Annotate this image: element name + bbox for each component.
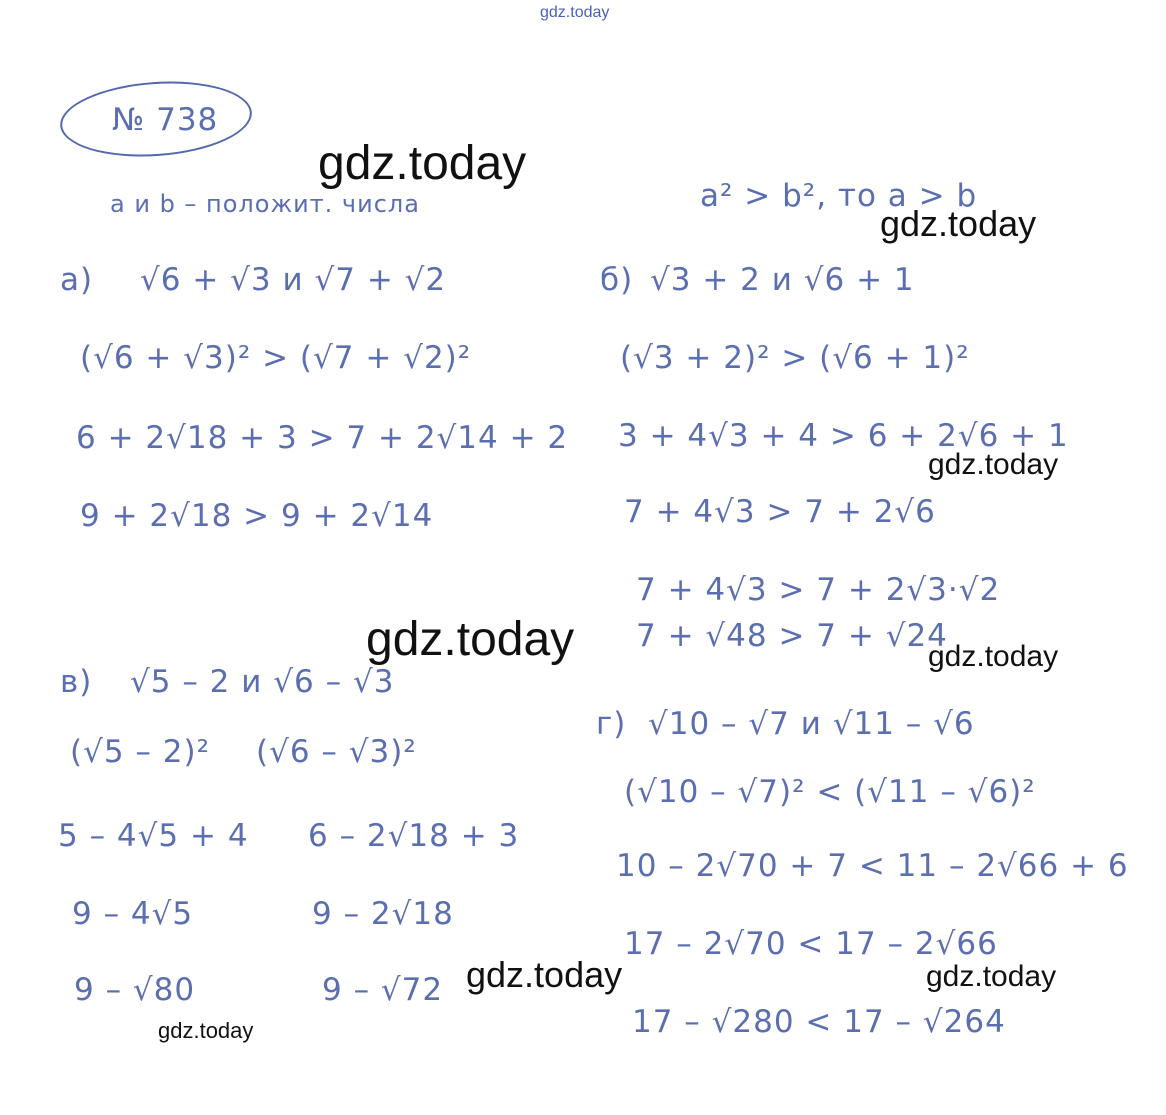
part-g-step-1: (√10 – √7)² < (√11 – √6)² [624,774,1036,810]
part-v-left-step-3: 9 – 4√5 [72,896,194,932]
part-b-step-5: 7 + √48 > 7 + √24 [636,618,948,654]
part-v-left-step-2: 5 – 4√5 + 4 [58,818,249,854]
part-g-step-3: 17 – 2√70 < 17 – 2√66 [624,926,998,962]
part-b-step-2: 3 + 4√3 + 4 > 6 + 2√6 + 1 [618,418,1069,454]
watermark-main: gdz.today [318,137,527,190]
part-b-label: б) [600,262,634,298]
part-v-right-step-1: (√6 – √3)² [256,734,417,770]
part-g-label: г) [596,706,627,742]
watermark-center-bottom: gdz.today [466,954,623,995]
watermark-right-bottom: gdz.today [926,960,1057,993]
part-a-compare: √6 + √3 и √7 + √2 [140,262,447,298]
part-a-step-3: 9 + 2√18 > 9 + 2√14 [80,498,434,534]
part-a-step-1: (√6 + √3)² > (√7 + √2)² [80,340,472,376]
premise-right: a² > b², то a > b [700,178,978,214]
part-v-right-step-2: 6 – 2√18 + 3 [308,818,520,854]
part-v-left-step-4: 9 – √80 [74,972,196,1008]
part-v-label: в) [60,664,93,700]
part-b-compare: √3 + 2 и √6 + 1 [650,262,915,298]
part-g-step-2: 10 – 2√70 + 7 < 11 – 2√66 + 6 [616,848,1129,884]
part-b-step-3: 7 + 4√3 > 7 + 2√6 [624,494,936,530]
watermark-right-b2: gdz.today [928,640,1059,673]
watermark-right-b: gdz.today [928,448,1059,481]
part-b-step-1: (√3 + 2)² > (√6 + 1)² [620,340,970,376]
watermark-left-bottom: gdz.today [158,1018,254,1043]
part-v-right-step-3: 9 – 2√18 [312,896,454,932]
part-a-step-2: 6 + 2√18 + 3 > 7 + 2√14 + 2 [76,420,569,456]
watermark-right-header: gdz.today [880,203,1037,244]
part-b-step-4: 7 + 4√3 > 7 + 2√3·√2 [636,572,1001,608]
watermark-top: gdz.today [540,4,610,21]
part-a-label: a) [60,262,94,298]
part-v-right-step-4: 9 – √72 [322,972,444,1008]
premise-left: a и b – положит. числа [110,190,420,218]
part-v-left-step-1: (√5 – 2)² [70,734,211,770]
problem-number: № 738 [112,102,219,138]
part-v-compare: √5 – 2 и √6 – √3 [130,664,395,700]
watermark-mid: gdz.today [366,613,575,666]
part-g-compare: √10 – √7 и √11 – √6 [648,706,975,742]
part-g-step-4: 17 – √280 < 17 – √264 [632,1004,1006,1040]
